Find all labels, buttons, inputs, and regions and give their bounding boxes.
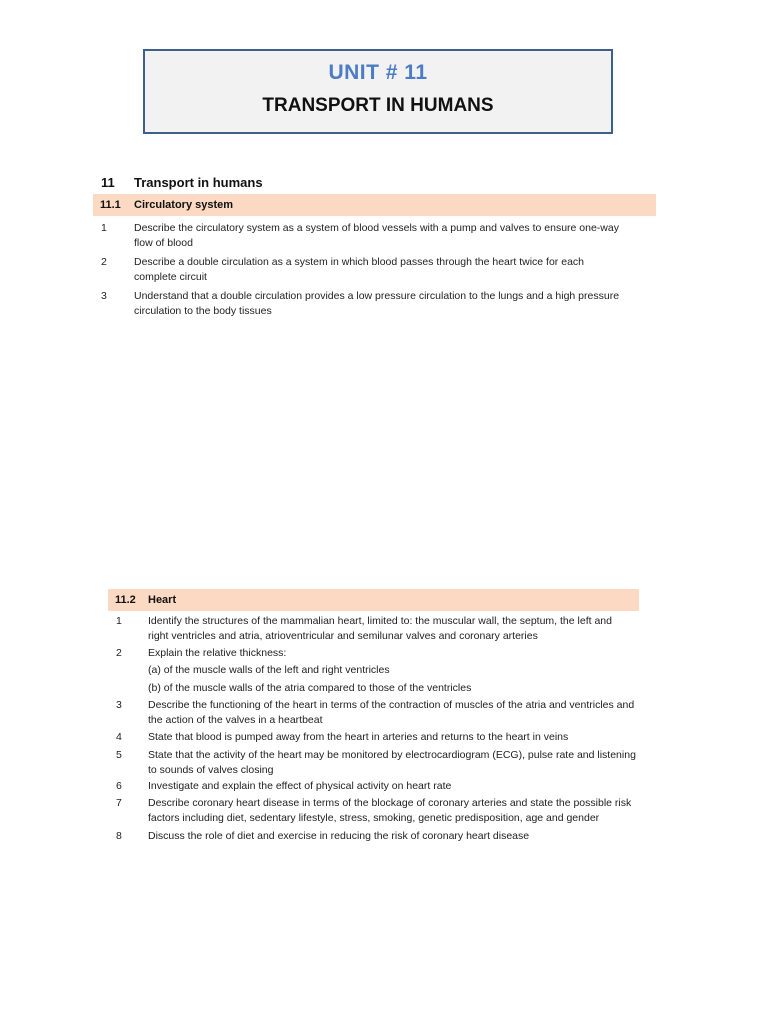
item-number: 8: [116, 830, 122, 842]
item-number: 3: [116, 699, 122, 711]
item-text-line: the action of the valves in a heartbeat: [148, 714, 323, 726]
item-number: 1: [116, 615, 122, 627]
item-text-line: Investigate and explain the effect of physical activity on heart rate: [148, 780, 452, 792]
subsection-circulatory-band: [93, 194, 656, 216]
item-text-line: to sounds of valves closing: [148, 764, 274, 776]
list-item: [101, 221, 656, 251]
item-text-line: Describe a double circulation as a system in which blood passes through the heart twice for each: [134, 256, 584, 268]
unit-title-box: [143, 49, 613, 134]
sub-item-b: (b) of the muscle walls of the atria compared to those of the ventricles: [148, 682, 472, 694]
list-item: [116, 646, 639, 661]
section-title: Transport in humans: [134, 175, 263, 190]
item-number: 3: [101, 290, 107, 302]
list-item: [116, 779, 639, 794]
subsection-number: 11.1: [100, 199, 121, 211]
subsection-title: Circulatory system: [134, 199, 234, 211]
item-text-line: Explain the relative thickness:: [148, 647, 287, 659]
item-text-line: State that the activity of the heart may be monitored by electrocardiogram (ECG), pulse rate and listening: [148, 749, 636, 761]
item-text-line: factors including diet, sedentary lifestyle, stress, smoking, genetic predisposition, age and gender: [148, 812, 600, 824]
item-number: 7: [116, 797, 122, 809]
item-number: 4: [116, 731, 122, 743]
item-text-line: flow of blood: [134, 237, 193, 249]
list-item: [116, 796, 639, 826]
item-text-line: Understand that a double circulation provides a low pressure circulation to the lungs and a high pressure: [134, 290, 620, 302]
item-text-line: right ventricles and atria, atrioventricular and semilunar valves and coronary arteries: [148, 630, 538, 642]
subsection-number: 11.2: [115, 594, 136, 606]
list-item: [101, 255, 656, 285]
section-number: 11: [101, 175, 115, 190]
list-item: [116, 698, 639, 728]
subsection-heart-band: [108, 589, 639, 611]
item-text-line: Describe coronary heart disease in terms of the blockage of coronary arteries and state the possible risk: [148, 797, 632, 809]
item-number: 6: [116, 780, 122, 792]
item-number: 1: [101, 222, 107, 234]
item-number: 2: [101, 256, 107, 268]
item-text-line: Describe the functioning of the heart in terms of the contraction of muscles of the atria and ventricles and: [148, 699, 635, 711]
unit-label: UNIT # 11: [328, 61, 428, 84]
item-text-line: circulation to the body tissues: [134, 305, 272, 317]
item-text-line: complete circuit: [134, 271, 207, 283]
section-heading: [101, 175, 263, 190]
item-text-line: State that blood is pumped away from the heart in arteries and returns to the heart in veins: [148, 731, 569, 743]
item-number: 5: [116, 749, 122, 761]
list-item: [116, 748, 639, 778]
sub-item-a: (a) of the muscle walls of the left and right ventricles: [148, 664, 390, 676]
item-text-line: Describe the circulatory system as a system of blood vessels with a pump and valves to ensure one-way: [134, 222, 619, 234]
list-item: [101, 289, 656, 319]
unit-title: TRANSPORT IN HUMANS: [262, 95, 494, 116]
list-item: [116, 829, 639, 844]
subsection-title: Heart: [148, 594, 177, 606]
item-number: 2: [116, 647, 122, 659]
list-item: [116, 730, 639, 745]
item-text-line: Identify the structures of the mammalian heart, limited to: the muscular wall, the septum, the left and: [148, 615, 612, 627]
item-text-line: Discuss the role of diet and exercise in reducing the risk of coronary heart disease: [148, 830, 530, 842]
list-item: [116, 614, 639, 644]
